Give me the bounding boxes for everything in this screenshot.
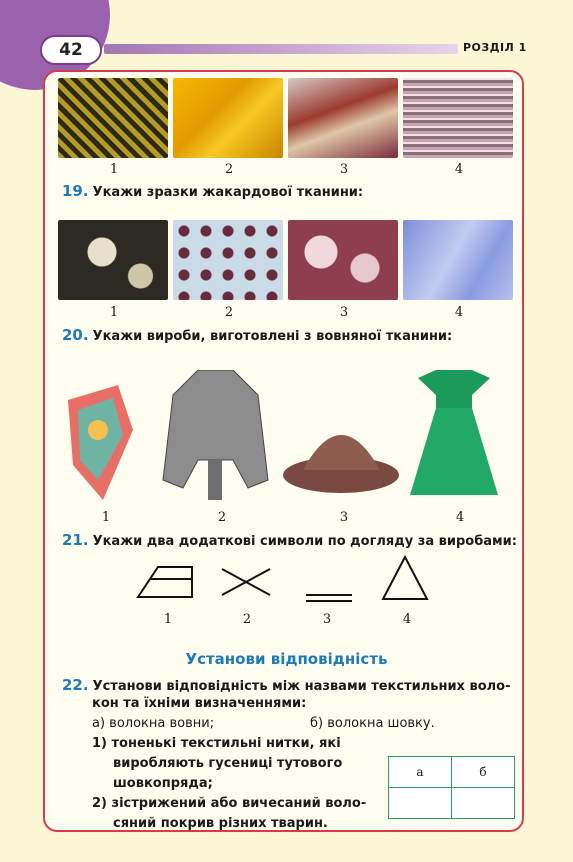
fabric-swatch-2[interactable] (173, 78, 283, 158)
definition-1-line1: 1) тоненькі текстильні нитки, які (92, 736, 341, 751)
fabric-swatch-jacquard-3[interactable] (288, 220, 398, 300)
row3-num-2: 2 (217, 510, 227, 525)
row2-num-4: 4 (454, 305, 464, 320)
question-19-number: 19. (62, 182, 89, 200)
fabric-swatch-3[interactable] (288, 78, 398, 158)
question-19 (62, 182, 363, 200)
section-heading: Установи відповідність (185, 650, 388, 668)
symbol-num-1: 1 (163, 612, 173, 627)
answer-header-b: б (452, 757, 515, 788)
question-22-line1: Установи відповідність між назвами текстильних воло- (92, 679, 511, 694)
fabric-swatch-satin[interactable] (403, 220, 513, 300)
row3-num-1: 1 (101, 510, 111, 525)
row2-num-1: 1 (109, 305, 119, 320)
row1-num-1: 1 (109, 162, 119, 177)
fabric-swatch-jacquard-1[interactable] (58, 220, 168, 300)
symbol-num-2: 2 (242, 612, 252, 627)
fabric-swatch-4[interactable] (403, 78, 513, 158)
answer-cell-b[interactable] (452, 788, 515, 819)
answer-header-a: а (389, 757, 452, 788)
section-label: РОЗДІЛ 1 (463, 41, 527, 54)
double-line-icon[interactable] (306, 595, 352, 601)
fabric-swatch-1[interactable] (58, 78, 168, 158)
option-b: б) волокна шовку. (310, 716, 435, 731)
question-22-line2: кон та їхніми визначеннями: (92, 696, 307, 711)
answer-cell-a[interactable] (389, 788, 452, 819)
question-21-number: 21. (62, 531, 89, 549)
symbol-num-4: 4 (402, 612, 412, 627)
definition-2-line2: сяний покрив різних тварин. (113, 816, 328, 831)
symbol-num-3: 3 (322, 612, 332, 627)
question-22-number: 22. (62, 676, 89, 694)
question-20-number: 20. (62, 326, 89, 344)
triangle-icon[interactable] (383, 557, 427, 599)
hat-image[interactable] (283, 435, 399, 493)
cross-icon[interactable] (222, 569, 270, 595)
row3-num-4: 4 (455, 510, 465, 525)
page-number: 42 (40, 35, 102, 65)
question-20 (62, 326, 452, 344)
question-19-text: Укажи зразки жакардової тканини: (92, 185, 364, 200)
fabric-swatch-polka[interactable] (173, 220, 283, 300)
definition-2-line1: 2) зістрижений або вичесаний воло- (92, 796, 367, 811)
iron-icon[interactable] (138, 567, 192, 597)
row1-num-4: 4 (454, 162, 464, 177)
tweed-jacket-image[interactable] (163, 370, 268, 500)
definition-1-line3: шовкопряда; (113, 776, 213, 791)
question-21-text: Укажи два додаткові символи по догляду за виробами: (92, 534, 517, 549)
question-20-text: Укажи вироби, виготовлені з вовняної тканини: (92, 329, 453, 344)
header-bar (104, 44, 458, 54)
green-dress-image[interactable] (410, 370, 498, 495)
row3-num-3: 3 (339, 510, 349, 525)
silk-scarf-image[interactable] (68, 385, 133, 500)
row1-num-2: 2 (224, 162, 234, 177)
option-a: а) волокна вовни; (92, 716, 215, 731)
garments-illustration (58, 370, 538, 510)
row1-num-3: 3 (339, 162, 349, 177)
question-21 (62, 531, 517, 549)
answer-table (388, 756, 515, 819)
care-symbols (130, 555, 440, 605)
question-22 (62, 676, 510, 694)
definition-1-line2: виробляють гусениці тутового (113, 756, 343, 771)
row2-num-2: 2 (224, 305, 234, 320)
row2-num-3: 3 (339, 305, 349, 320)
